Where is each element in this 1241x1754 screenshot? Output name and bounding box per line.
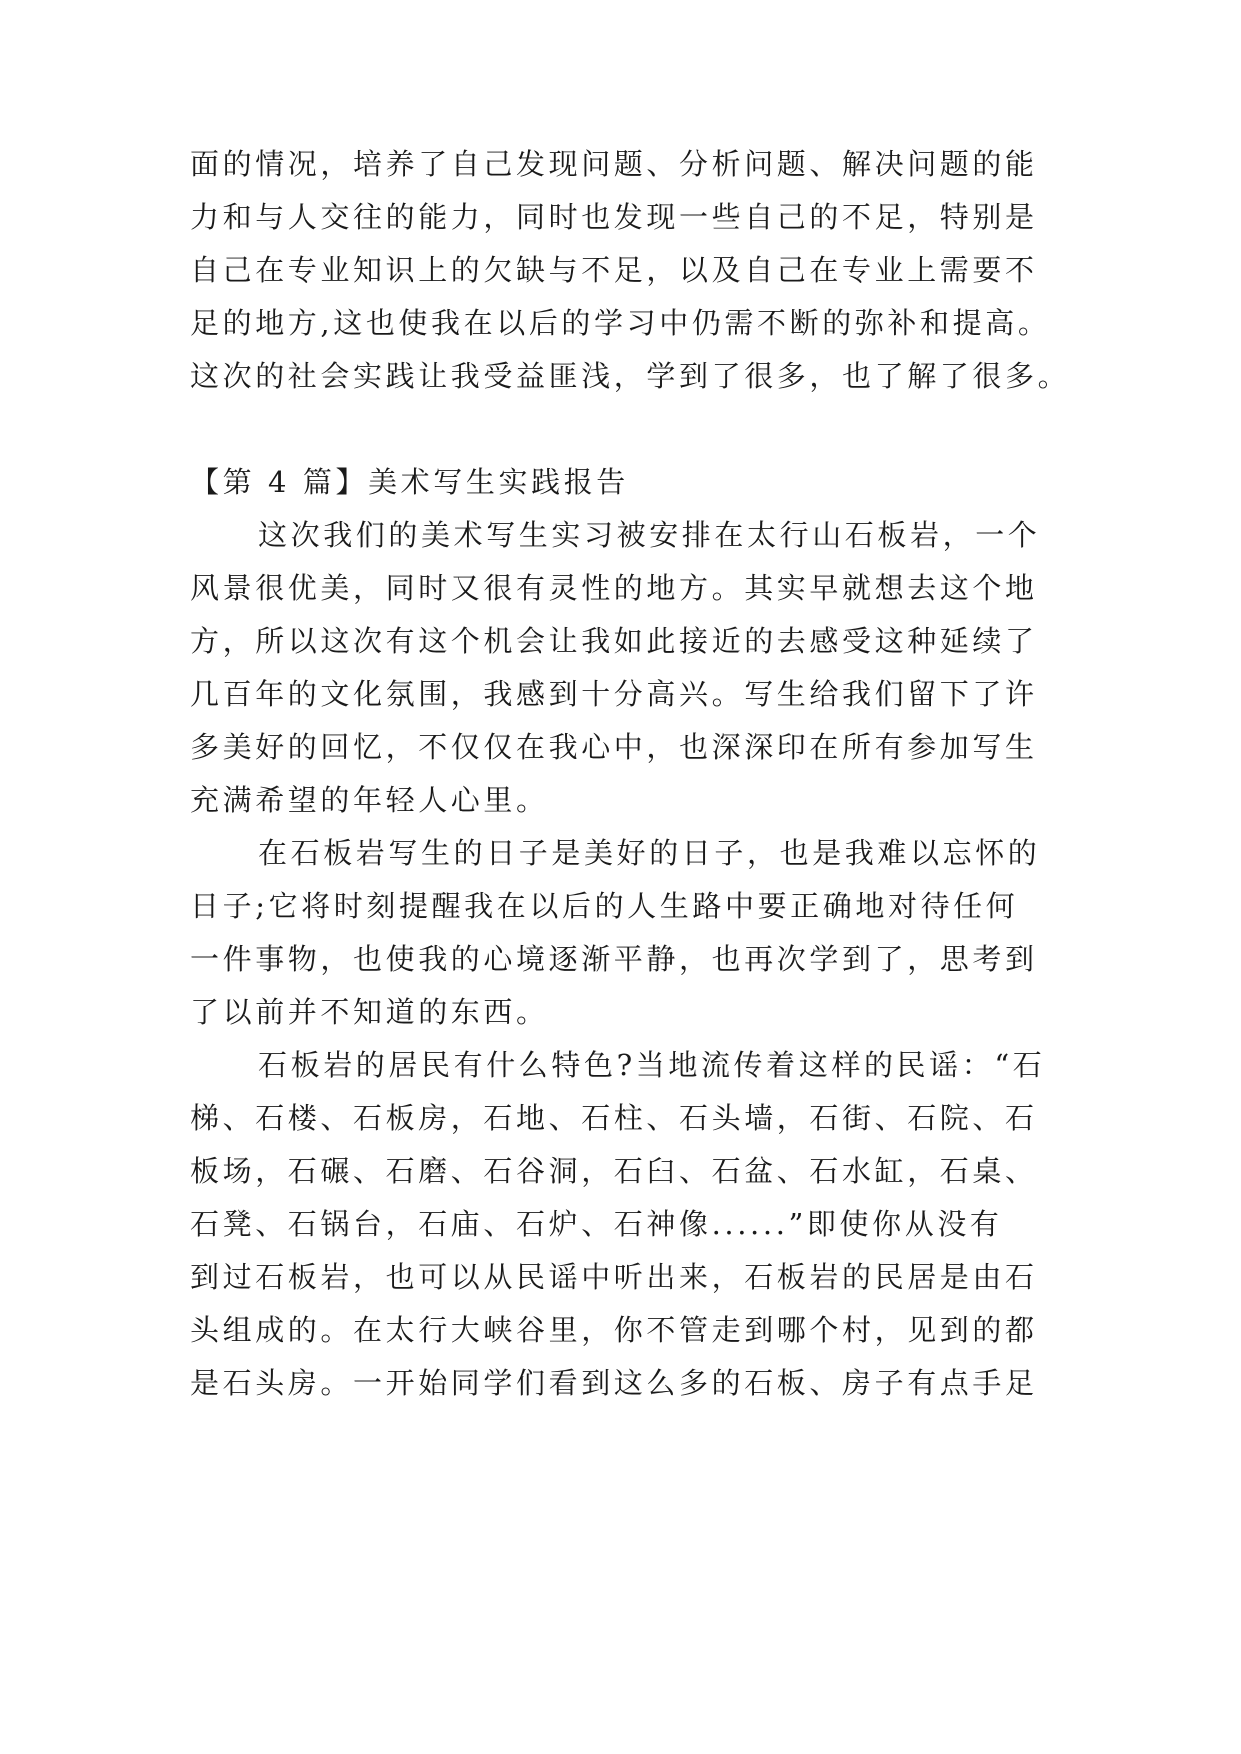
text-line: 足的地方,这也使我在以后的学习中仍需不断的弥补和提高。	[190, 306, 1051, 340]
text-line: 几百年的文化氛围，我感到十分高兴。写生给我们留下了许	[190, 677, 1038, 711]
text-line: 到过石板岩，也可以从民谣中听出来，石板岩的民居是由石	[190, 1260, 1038, 1294]
text-line: 风景很优美，同时又很有灵性的地方。其实早就想去这个地	[190, 571, 1038, 605]
text-line: 日子;它将时刻提醒我在以后的人生路中要正确地对待任何	[190, 889, 1019, 923]
text-line: 力和与人交往的能力，同时也发现一些自己的不足，特别是	[190, 200, 1038, 234]
text-line: 一件事物，也使我的心境逐渐平静，也再次学到了，思考到	[190, 942, 1038, 976]
text-line: 充满希望的年轻人心里。	[190, 783, 549, 817]
text-line: 这次的社会实践让我受益匪浅，学到了很多，也了解了很多。	[190, 359, 1071, 393]
text-line: 多美好的回忆，不仅仅在我心中，也深深印在所有参加写生	[190, 730, 1038, 764]
paragraph-start: 这次我们的美术写生实习被安排在太行山石板岩，一个	[258, 518, 1041, 552]
section-heading: 【第 4 篇】美术写生实践报告	[190, 465, 629, 499]
text-line: 是石头房。一开始同学们看到这么多的石板、房子有点手足	[190, 1366, 1038, 1400]
text-line: 面的情况，培养了自己发现问题、分析问题、解决问题的能	[190, 147, 1038, 181]
text-line: 石凳、石锅台，石庙、石炉、石神像......”即使你从没有	[190, 1207, 1003, 1241]
paragraph-start: 石板岩的居民有什么特色?当地流传着这样的民谣：“石	[258, 1048, 1046, 1082]
paragraph-start: 在石板岩写生的日子是美好的日子，也是我难以忘怀的	[258, 836, 1041, 870]
text-line: 自己在专业知识上的欠缺与不足，以及自己在专业上需要不	[190, 253, 1038, 287]
text-line: 了以前并不知道的东西。	[190, 995, 549, 1029]
text-line: 板场，石碾、石磨、石谷洞，石臼、石盆、石水缸，石桌、	[190, 1154, 1038, 1188]
text-line: 方，所以这次有这个机会让我如此接近的去感受这种延续了	[190, 624, 1038, 658]
text-line: 梯、石楼、石板房，石地、石柱、石头墙，石街、石院、石	[190, 1101, 1038, 1135]
text-line: 头组成的。在太行大峡谷里，你不管走到哪个村，见到的都	[190, 1313, 1038, 1347]
